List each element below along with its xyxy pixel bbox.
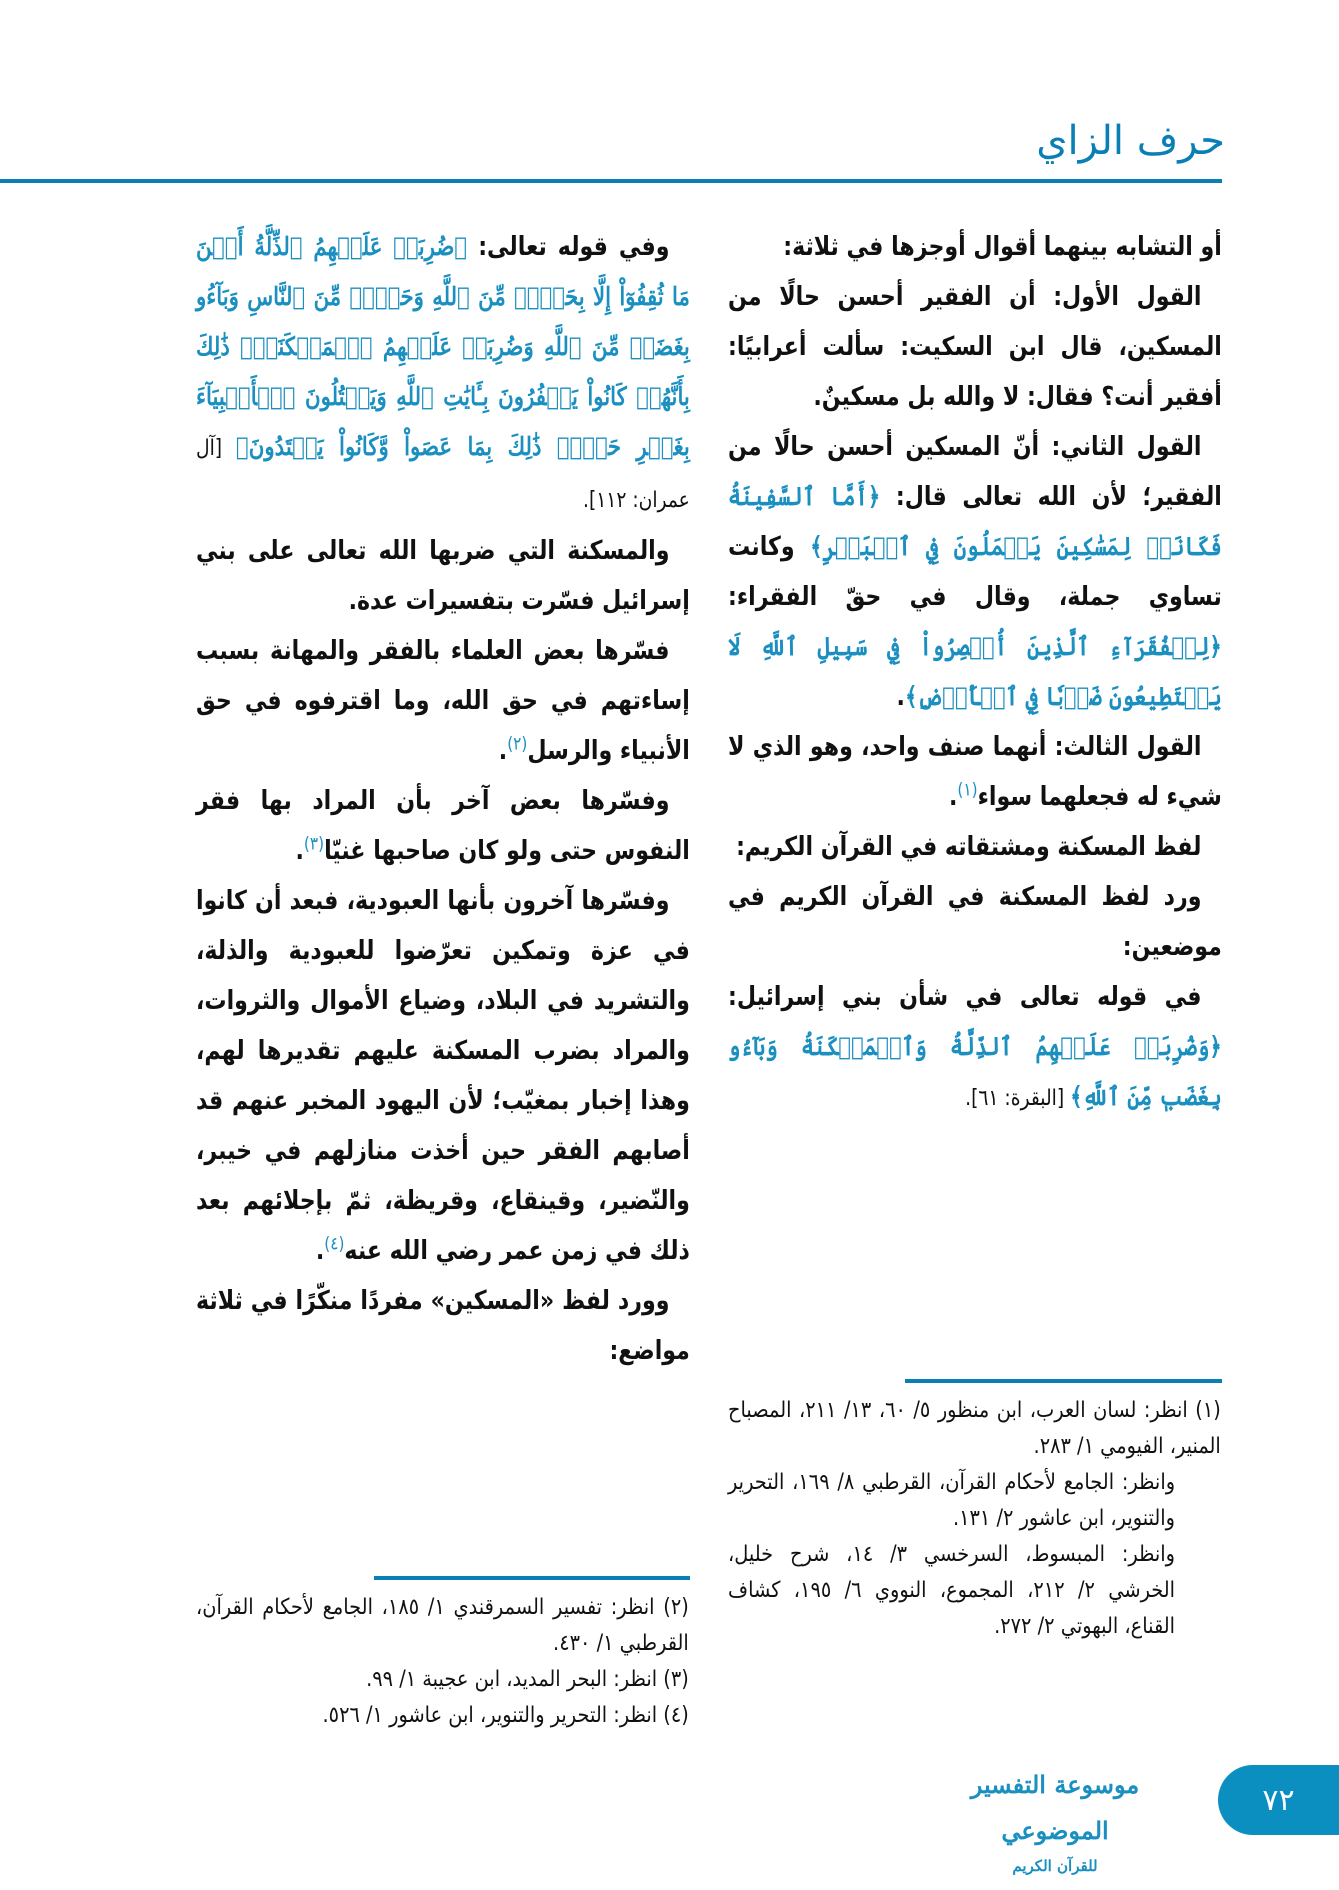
text: القول الثاني: أنّ المسكين أحسن حالًا من الفقير؛ لأن الله تعالى قال:	[728, 432, 1222, 512]
paragraph	[728, 972, 1222, 1124]
paragraph	[196, 626, 690, 776]
page-number: ٧٢	[1218, 1765, 1339, 1835]
paragraph	[728, 422, 1222, 722]
footnote-separator	[905, 1379, 1222, 1383]
paragraph	[728, 722, 1222, 822]
text: وفسّرها آخرون بأنها العبودية، فبعد أن كانوا في عزة وتمكين تعرّضوا للعبودية والذلة، والتشريد في البلاد، وضياع الأموال والثروات، والمراد بضرب المسكنة عليهم تقديرها لهم، وهذا إخبار بمغيّب؛ لأن اليهود المخبر عنهم قد أصابهم الفقر حين أخذت منازلهم في خيبر، والنّضير، وقينقاع، وقريظة، ثمّ بإجلائهم بعد ذلك في زمن عمر رضي الله عنه	[196, 886, 690, 1266]
logo-title: موسوعة التفسير الموضوعي	[970, 1770, 1140, 1845]
footnote-ref[interactable]: (١)	[957, 779, 978, 801]
verse-reference: [البقرة: ٦١].	[965, 1086, 1071, 1111]
right-footnotes	[728, 1393, 1221, 1645]
footnote-ref[interactable]: (٢)	[507, 733, 528, 755]
paragraph	[196, 776, 690, 876]
footnote-separator	[374, 1576, 690, 1580]
text: .	[949, 782, 958, 812]
quran-verse: ﴿ضُرِبَتۡ عَلَيۡهِمُ ٱلذِّلَّةُ أَيۡنَ مَا ثُقِفُوٓاْ إِلَّا بِحَبۡلٖ مِّنَ ٱللَّهِ وَحَبۡلٖ مِّنَ ٱلنَّاسِ وَبَآءُو بِغَضَبٖ مِّنَ ٱللَّهِ وَضُرِبَتۡ عَلَيۡهِمُ ٱلۡمَسۡكَنَةُۚ ذَٰلِكَ بِأَنَّهُمۡ كَانُواْ يَكۡفُرُونَ بِـَٔايَٰتِ ٱللَّهِ وَيَقۡتُلُونَ ٱلۡأَنۢبِيَآءَ بِغَيۡرِ حَقّٖۚ ذَٰلِكَ بِمَا عَصَواْ وَّكَانُواْ يَعۡتَدُونَ﴾	[196, 232, 690, 461]
verse-reference: [آل عمران: ١١٢].	[196, 436, 690, 513]
paragraph: وورد لفظ «المسكين» مفردًا منكّرًا في ثلاثة مواضع:	[196, 1286, 690, 1366]
footnote: (٣) انظر: البحر المديد، ابن عجيبة ١/ ٩٩.	[366, 1667, 689, 1692]
paragraph	[196, 876, 690, 1276]
text: وكانت تساوي جملة، وقال في حقّ الفقراء:	[728, 532, 1222, 612]
paragraph: ورد لفظ المسكنة في القرآن الكريم في موضعين:	[728, 882, 1222, 962]
footnote: وانظر: المبسوط، السرخسي ٣/ ١٤، شرح خليل، الخرشي ٢/ ٢١٢، المجموع، النووي ٦/ ١٩٥، كشاف القناع، البهوتي ٢/ ٢٧٢.	[728, 1542, 1176, 1639]
text: .	[896, 682, 905, 712]
quran-verse: ﴿أَمَّا ٱلسَّفِينَةُ فَكَانَتۡ لِمَسَٰكِينَ يَعۡمَلُونَ فِي ٱلۡبَحۡرِ﴾	[728, 482, 1222, 561]
paragraph: القول الأول: أن الفقير أحسن حالًا من المسكين، قال ابن السكيت: سألت أعرابيًا: أفقير أنت؟ فقال: لا والله بل مسكينٌ.	[728, 282, 1222, 412]
text: القول الثالث: أنهما صنف واحد، وهو الذي لا شيء له فجعلهما سواء	[728, 732, 1222, 812]
left-footnotes	[196, 1590, 689, 1734]
text: .	[295, 836, 304, 866]
text: .	[498, 736, 508, 766]
footnote: (١) انظر: لسان العرب، ابن منظور ٥/ ٦٠، ١٣/ ٢١١، المصباح المنير، الفيومي ١/ ٢٨٣.	[728, 1398, 1221, 1459]
text: فسّرها بعض العلماء بالفقر والمهانة بسبب إساءتهم في حق الله، وما اقترفوه في حق الأنبياء والرسل	[196, 636, 690, 766]
paragraph: والمسكنة التي ضربها الله تعالى على بني إسرائيل فسّرت بتفسيرات عدة.	[196, 536, 690, 616]
footnote: وانظر: الجامع لأحكام القرآن، القرطبي ٨/ ١٦٩، التحرير والتنوير، ابن عاشور ٢/ ١٣١.	[728, 1470, 1176, 1531]
text: وفي قوله تعالى:	[467, 232, 670, 262]
footnote: (٤) انظر: التحرير والتنوير، ابن عاشور ١/ ٥٢٦.	[322, 1703, 689, 1728]
text: في قوله تعالى في شأن بني إسرائيل:	[728, 982, 1202, 1012]
text: وفسّرها بعض آخر بأن المراد بها فقر النفوس حتى ولو كان صاحبها غنيّا	[196, 786, 690, 866]
paragraph	[196, 222, 690, 526]
encyclopedia-logo	[930, 1762, 1180, 1875]
quran-verse: ﴿وَضُرِبَتۡ عَلَيۡهِمُ ٱلذِّلَّةُ وَٱلۡمَسۡكَنَةُ وَبَآءُو بِغَضَبٖ مِّنَ ٱللَّهِ﴾	[728, 1032, 1222, 1111]
footnote: (٢) انظر: تفسير السمرقندي ١/ ١٨٥، الجامع لأحكام القرآن، القرطبي ١/ ٤٣٠.	[196, 1595, 689, 1656]
right-text-column	[728, 222, 1222, 1124]
footnote-ref[interactable]: (٣)	[303, 833, 325, 855]
logo-subtitle: للقرآن الكريم	[1012, 1857, 1098, 1875]
chapter-title: حرف الزاي	[1036, 118, 1225, 164]
paragraph: أو التشابه بينهما أقوال أوجزها في ثلاثة:	[783, 232, 1222, 262]
text: .	[315, 1236, 325, 1266]
section-heading: لفظ المسكنة ومشتقاته في القرآن الكريم:	[736, 832, 1202, 862]
quran-verse: ﴿لِلۡفُقَرَآءِ ٱلَّذِينَ أُحۡصِرُواْ فِي سَبِيلِ ٱللَّهِ لَا يَسۡتَطِيعُونَ ضَرۡبٗا فِي ٱلۡأَرۡضِ﴾	[728, 632, 1222, 711]
footnote-ref[interactable]: (٤)	[324, 1233, 345, 1255]
header-divider	[0, 179, 1222, 183]
left-text-column	[196, 222, 690, 1376]
